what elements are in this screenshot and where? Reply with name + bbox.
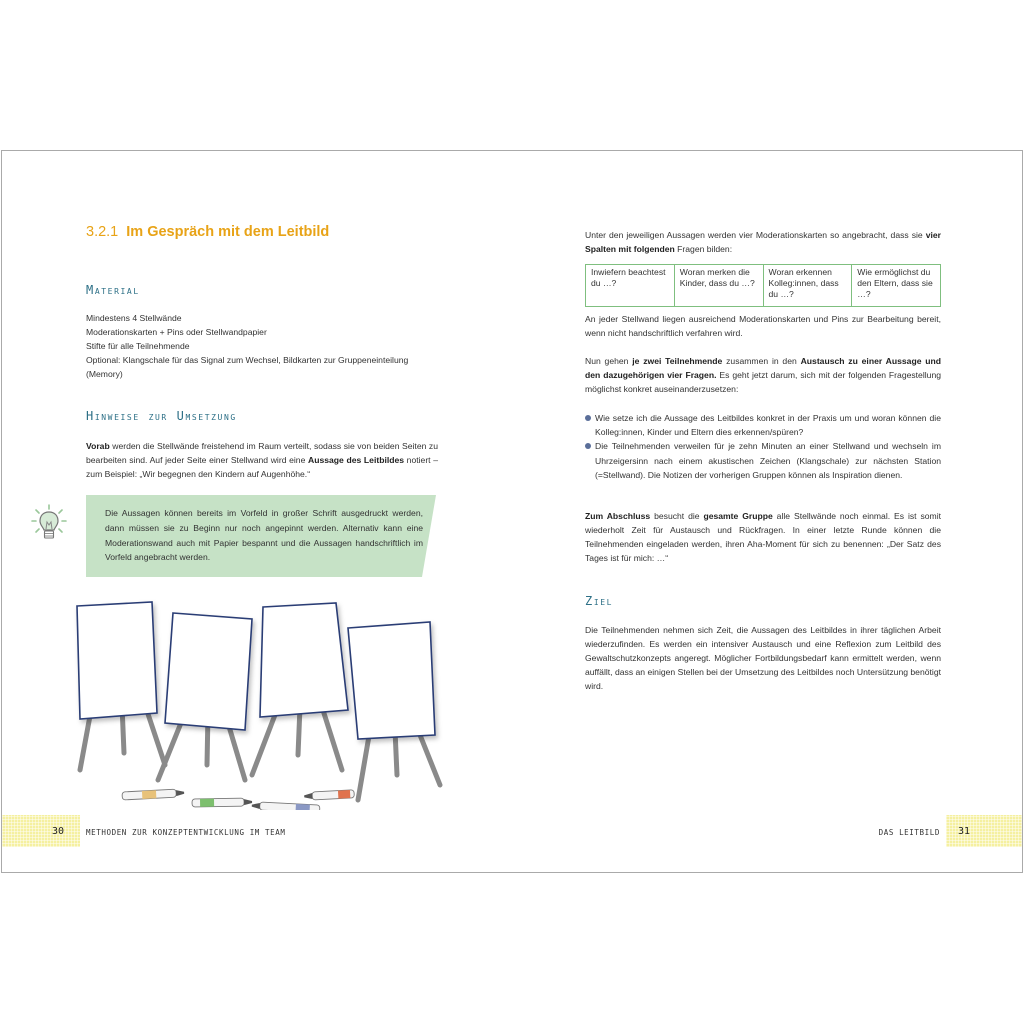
material-item: Optional: Klangschale für das Signal zum Wechsel, Bildkarten zur Gruppeneinteilung (Memory) bbox=[86, 355, 409, 379]
hinweise-paragraph: Vorab werden die Stellwände freistehend im Raum verteilt, sodass sie von beiden Seiten zu bearbeiten sind. Auf jeder Seite einer Stellwand wird eine Aussage des Leitbildes notiert – zum Beispiel: „Wir begegnen den Kindern auf Augenhöhe.“ bbox=[86, 441, 438, 479]
list-item: Wie setze ich die Aussage des Leitbildes konkret in der Praxis um und woran können die Kolleg:innen, Kinder und Eltern dies erkennen/spüren? bbox=[585, 411, 941, 439]
running-title-right bbox=[840, 826, 940, 838]
list-item: Die Teilnehmenden verweilen für je zehn Minuten an einer Stellwand und wechseln im Uhrzeigersinn nach einem akustischen Zeichen (Klangschale) zur nächsten Station (=Stellwand). Die Notizen der vorherigen Gruppen können als Inspiration dienen. bbox=[585, 439, 941, 482]
stellwand-easel-icon bbox=[348, 622, 440, 800]
stellwand-easel-icon bbox=[77, 602, 165, 770]
running-title-right-text: Das Leitbild bbox=[878, 828, 940, 837]
material-item: Mindestens 4 Stellwände bbox=[86, 313, 182, 323]
ziel-heading-text: Ziel bbox=[585, 594, 614, 608]
page-number-left: 30 bbox=[52, 826, 65, 837]
card-cell: Woran merken die Kinder, dass du …? bbox=[674, 265, 763, 307]
card-cell: Wie ermöglichst du den Eltern, dass sie …? bbox=[852, 265, 941, 307]
card-cell: Woran erkennen Kolleg:innen, dass du …? bbox=[763, 265, 852, 307]
material-item: Stifte für alle Teilnehmende bbox=[86, 341, 190, 351]
abschluss-paragraph: Zum Abschluss besucht die gesamte Gruppe alle Stellwände noch einmal. Es ist somit wiederholt Zeit für Austausch und Rückfragen. In einer letzte Runde können die Teilnehmenden eingeladen werden, ihren Aha-Moment für sich zu benennen: „Der Satz des Tages ist für mich: …“ bbox=[585, 511, 941, 563]
section-title: 3.2.1 Im Gespräch mit dem Leitbild bbox=[86, 224, 330, 240]
marker-pen-icon bbox=[192, 798, 252, 807]
bullet-list bbox=[585, 411, 941, 482]
stellwand-easel-icon bbox=[252, 603, 348, 775]
hinweise-heading bbox=[86, 408, 346, 424]
moderation-cards-table bbox=[585, 264, 941, 307]
page-number-right: 31 bbox=[958, 826, 971, 837]
hinweise-heading-text: Hinweise zur Umsetzung bbox=[86, 409, 237, 423]
footer-band-left bbox=[2, 815, 80, 847]
running-title-left-text: Methoden zur Konzeptentwicklung im Team bbox=[86, 828, 286, 837]
material-item: Moderationskarten + Pins oder Stellwandpapier bbox=[86, 327, 267, 337]
table-row bbox=[586, 265, 941, 307]
austausch-paragraph: Nun gehen je zwei Teilnehmende zusammen in den Austausch zu einer Aussage und den dazugehörigen vier Fragen. Es geht jetzt darum, sich mit der folgenden Fragestellung möglichst konkret auseinanderzusetzen: bbox=[585, 356, 942, 394]
tip-text: Die Aussagen können bereits im Vorfeld in großer Schrift ausgedruckt werden, dann müssen sie zu Beginn nur noch angepinnt werden. Alternativ kann eine Moderationswand auch mit Papier bespannt und die Aussagen handschriftlich im Vorfeld angebracht werden. bbox=[105, 508, 423, 563]
intro-paragraph: Unter den jeweiligen Aussagen werden vier Moderationskarten so angebracht, dass sie vier Spalten mit folgenden Fragen bilden: bbox=[585, 230, 941, 254]
card-cell: Inwiefern beachtest du …? bbox=[586, 265, 675, 307]
stellwand-paragraph: An jeder Stellwand liegen ausreichend Moderationskarten und Pins zur Bearbeitung bereit, wenn nicht handschriftlich verfahren wird. bbox=[585, 314, 941, 338]
running-title-left bbox=[86, 826, 346, 838]
marker-pen-icon bbox=[122, 789, 184, 800]
marker-pen-icon bbox=[304, 790, 354, 801]
stellwand-easel-icon bbox=[158, 613, 252, 780]
lightbulb-icon bbox=[30, 503, 68, 545]
material-heading bbox=[86, 282, 246, 298]
marker-pen-icon bbox=[252, 802, 320, 810]
ziel-paragraph: Die Teilnehmenden nehmen sich Zeit, die Aussagen des Leitbildes in ihrer täglichen Arbeit wiederzufinden. Es werden ein intensiver Austausch und eine Reflexion zum Leitbild des Gewaltschutzkonzepts angeregt. Möglicher Fortbildungsbedarf kann ermittelt werden, wenn auffällt, dass an einigen Stellen bei der Umsetzung des Leitbildes noch Untersützung benötigt wird. bbox=[585, 625, 941, 691]
ziel-heading bbox=[585, 593, 705, 609]
stellwand-illustration bbox=[60, 595, 460, 810]
material-list bbox=[86, 311, 436, 381]
material-heading-text: Material bbox=[86, 283, 140, 297]
